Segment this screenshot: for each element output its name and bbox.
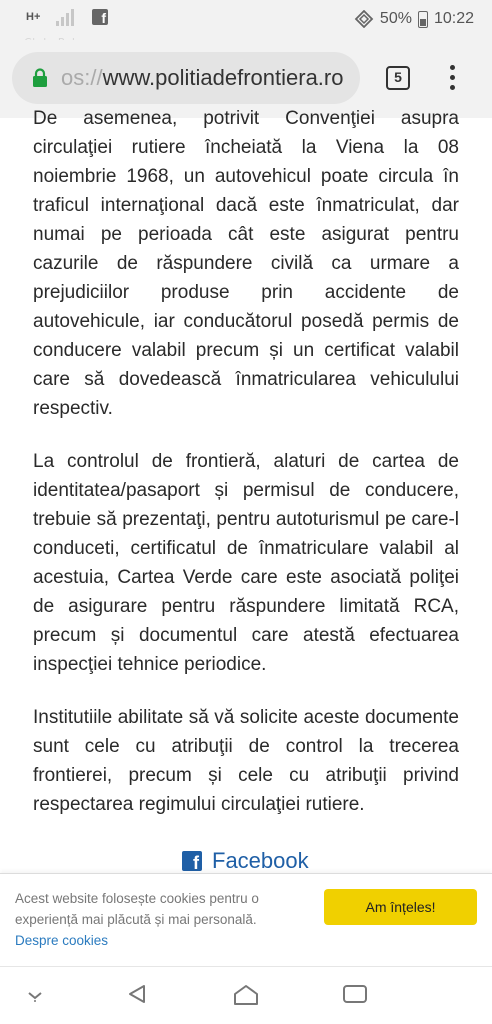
cookie-accept-button[interactable]: Am înțeles! — [324, 889, 477, 925]
back-icon[interactable] — [126, 983, 148, 1005]
facebook-notification-icon: f — [92, 9, 108, 25]
system-nav-bar — [0, 967, 492, 1024]
battery-icon — [418, 11, 428, 28]
facebook-link[interactable] — [182, 848, 309, 874]
collapse-icon[interactable] — [24, 987, 46, 1003]
overflow-menu-icon[interactable] — [442, 62, 462, 94]
status-bar — [0, 0, 492, 40]
tab-switcher-button[interactable]: 5 — [386, 66, 410, 90]
lock-icon — [32, 68, 48, 88]
paragraph-1: De asemenea, potrivit Convenţiei asupra circulaţiei rutiere încheiată la Viena la 08 noiembrie 1968, un autovehicul poate circula în traficul internaţional dacă este înmatriculat, dar numai pe perioada cât este asigurat pentru cazurile de răspundere civilă ca urmare a prejudiciilor produse prin accidente de autovehicule, iar conducătorul posedă permis de conducere valabil precum și un certificat valabil care să dovedească înmatricularea vehiculului respectiv. — [33, 108, 459, 419]
paragraph-3: Institutiile abilitate să vă solicite aceste documente sunt cele cu atribuţii de control la trecerea frontierei, precum și cele cu atribuţii privind respectarea regimului circulaţiei rutiere. — [33, 707, 459, 815]
url-bar[interactable] — [12, 52, 360, 104]
home-icon[interactable] — [232, 983, 260, 1007]
url-scheme: os:// — [61, 65, 103, 90]
status-left-icons — [26, 8, 108, 26]
signal-icon — [56, 8, 78, 26]
cookie-message — [15, 888, 285, 951]
network-type-icon: H+ — [26, 11, 41, 23]
paragraph-2: La controlul de frontieră, alaturi de cartea de identitatea/pasaport și permisul de conducere, trebuie să prezentaţi, pentru autoturismul pe care-l conduceti, certificatul de înmatriculare valabil al acestuia, Cartea Verde care este asociată poliţei de asigurare pentru răspundere limitată RCA, precum și documentul care atestă efectuarea inspecţiei tehnice periodice. — [33, 451, 459, 675]
cookie-banner — [0, 873, 492, 967]
facebook-label: Facebook — [212, 848, 309, 873]
cookie-info-link[interactable]: Despre cookies — [15, 933, 109, 948]
status-right-icons — [354, 10, 474, 28]
article-body — [33, 104, 459, 843]
cookie-text: Acest website folosește cookies pentru o experiență mai plăcută și mai personală. — [15, 891, 259, 927]
recents-icon[interactable] — [342, 983, 368, 1005]
battery-percent: 50% — [379, 10, 412, 27]
url-text[interactable] — [61, 65, 353, 91]
url-domain: www.politiadefrontiera.ro — [102, 65, 344, 90]
clock: 10:22 — [433, 10, 474, 27]
nfc-icon — [354, 10, 374, 28]
facebook-icon: f — [182, 851, 202, 871]
